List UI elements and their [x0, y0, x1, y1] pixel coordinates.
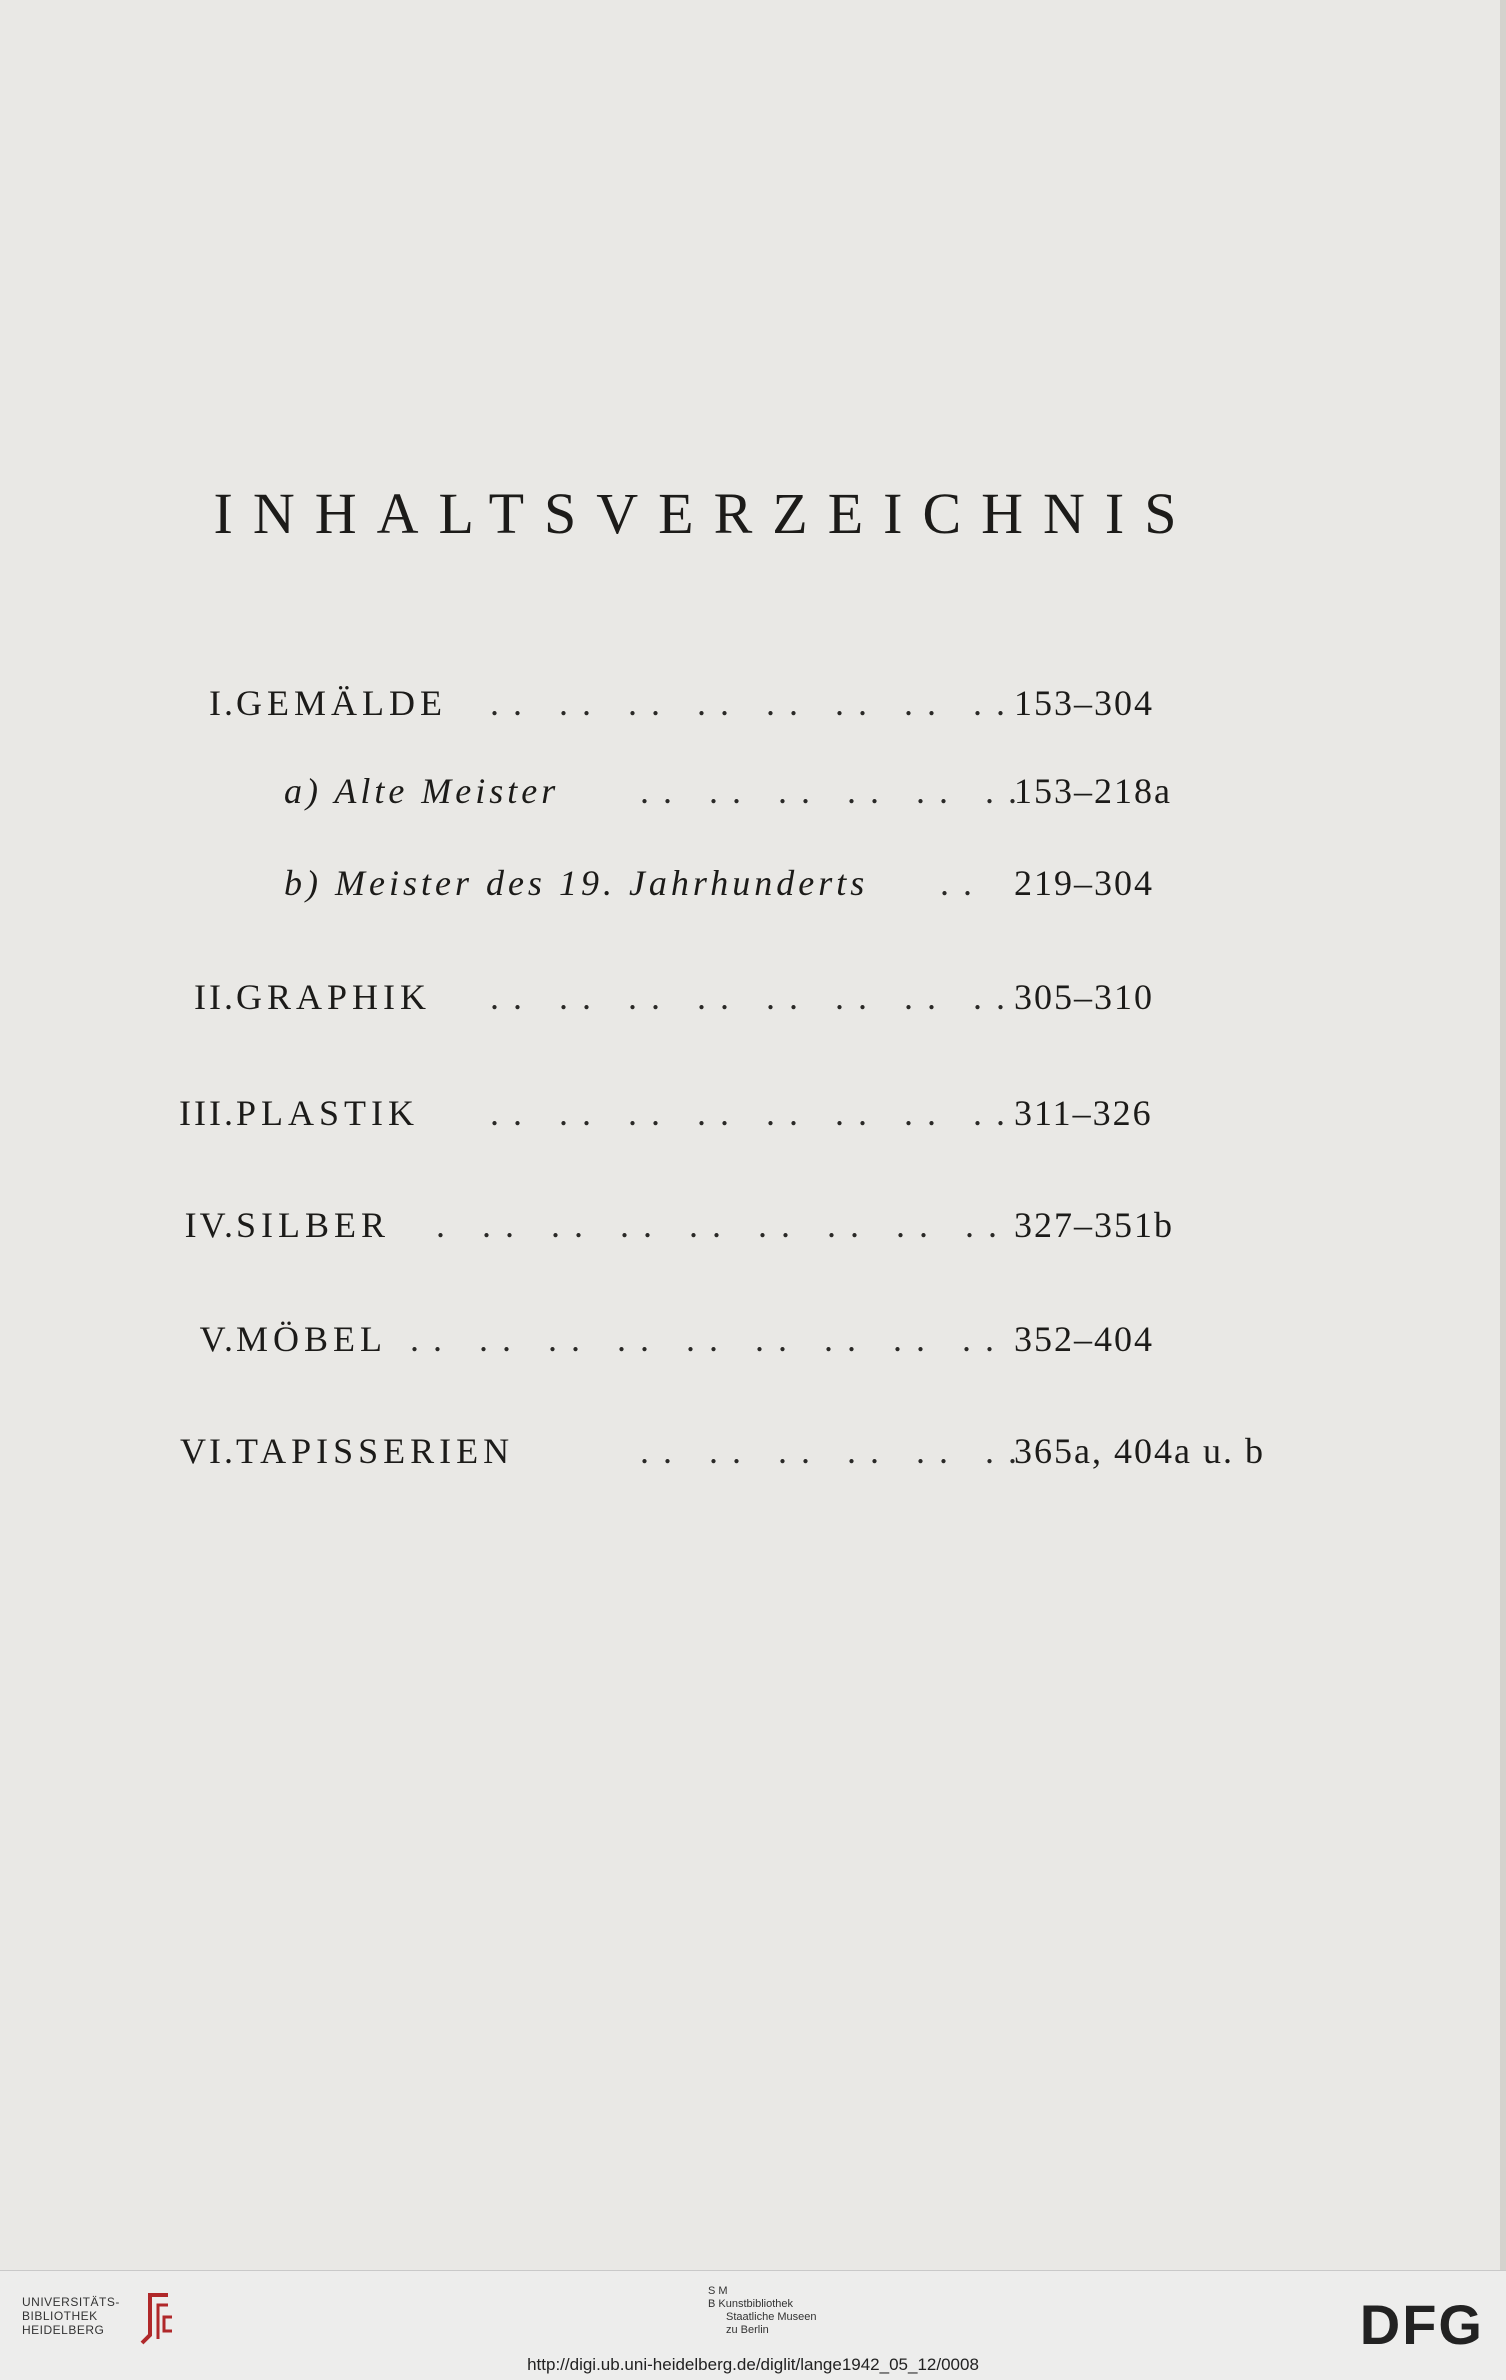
toc-entry-number: VI. [180, 1431, 236, 1471]
toc-entry-pages: 219–304 [1014, 863, 1154, 903]
toc-entry-plastik[interactable] [0, 1092, 1506, 1152]
dfg-logo: DFG [1359, 2293, 1484, 2356]
toc-entry-pages: 352–404 [1014, 1319, 1154, 1359]
toc-entry-label: GRAPHIK [236, 977, 432, 1017]
heidelberg-logo-icon [138, 2291, 178, 2347]
toc-entry-silber[interactable] [0, 1204, 1506, 1264]
viewer-footer [0, 2270, 1506, 2380]
toc-entry-number: V. [199, 1319, 236, 1359]
toc-entry-number: I. [209, 683, 236, 723]
toc-entry-number: III. [179, 1093, 236, 1133]
permalink-url[interactable]: http://digi.ub.uni-heidelberg.de/diglit/lange1942_05_12/0008 [527, 2355, 979, 2374]
university-library-name: UNIVERSITÄTS- BIBLIOTHEK HEIDELBERG [22, 2295, 120, 2337]
page-title: INHALTSVERZEICHNIS [213, 481, 1197, 546]
toc-entry-gemaelde[interactable] [0, 682, 1506, 742]
toc-entry-alte-meister[interactable] [0, 770, 1506, 830]
toc-leader-dots: . .. .. .. .. .. .. .. .. [436, 1205, 1011, 1245]
toc-entry-pages: 365a, 404a u. b [1014, 1431, 1265, 1471]
toc-leader-dots: .. .. .. .. .. .. [640, 1431, 1031, 1471]
toc-leader-dots: .. [940, 863, 986, 903]
toc-entry-label: TAPISSERIEN [236, 1431, 515, 1471]
toc-entry-number: II. [194, 977, 236, 1017]
toc-leader-dots: .. .. .. .. .. .. .. .. [490, 683, 1019, 723]
toc-entry-label: GEMÄLDE [236, 683, 447, 723]
toc-entry-label: a) Alte Meister [284, 771, 560, 811]
toc-entry-pages: 153–304 [1014, 683, 1154, 723]
toc-entry-pages: 327–351b [1014, 1205, 1174, 1245]
toc-entry-graphik[interactable] [0, 976, 1506, 1036]
toc-entry-meister-19-jh[interactable] [0, 862, 1506, 922]
toc-entry-pages: 153–218a [1014, 771, 1172, 811]
toc-entry-label: b) Meister des 19. Jahrhunderts [284, 863, 869, 903]
staatliche-museen-credit: S M B Kunstbibliothek Staatliche Museen zu Berlin [708, 2285, 817, 2336]
toc-entry-number: IV. [184, 1205, 236, 1245]
toc-leader-dots: .. .. .. .. .. .. .. .. [490, 1093, 1019, 1133]
toc-entry-label: SILBER [236, 1205, 391, 1245]
toc-entry-pages: 305–310 [1014, 977, 1154, 1017]
toc-entry-tapisserien[interactable] [0, 1430, 1506, 1490]
toc-leader-dots: .. .. .. .. .. .. .. .. .. [410, 1319, 1008, 1359]
toc-entry-pages: 311–326 [1014, 1093, 1153, 1133]
toc-entry-label: PLASTIK [236, 1093, 420, 1133]
toc-leader-dots: .. .. .. .. .. .. .. .. [490, 977, 1019, 1017]
toc-entry-label: MÖBEL [236, 1319, 387, 1359]
toc-leader-dots: .. .. .. .. .. .. [640, 771, 1031, 811]
toc-entry-moebel[interactable] [0, 1318, 1506, 1378]
